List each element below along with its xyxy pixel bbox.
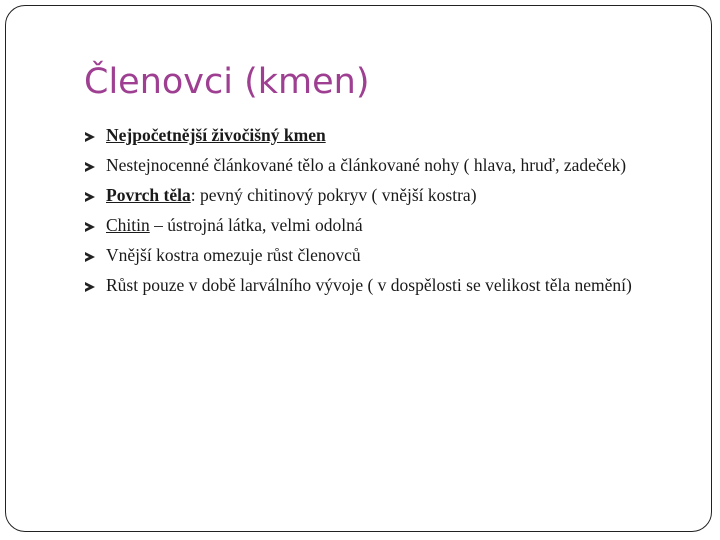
- bullet-list: [84, 124, 664, 304]
- arrow-bullet-icon: [85, 252, 95, 262]
- bullet-item: [84, 244, 664, 266]
- bullet-text: – ústrojná látka, velmi odolná: [149, 215, 363, 235]
- arrow-bullet-icon: [85, 282, 95, 292]
- bullet-item: [84, 184, 664, 206]
- arrow-bullet-icon: [85, 132, 95, 142]
- bullet-item: [84, 214, 664, 236]
- bullet-text: Vnější kostra omezuje růst členovců: [106, 245, 361, 265]
- bullet-text: Nejpočetnější živočišný kmen: [106, 125, 326, 145]
- bullet-item: [84, 274, 664, 296]
- arrow-bullet-icon: [85, 162, 95, 172]
- bullet-term: Povrch těla: [106, 185, 191, 205]
- bullet-text: Nestejnocenné článkované tělo a článkované nohy ( hlava, hruď, zadeček): [106, 155, 627, 175]
- bullet-item: [84, 124, 664, 146]
- slide: [5, 5, 712, 532]
- arrow-bullet-icon: [85, 222, 95, 232]
- bullet-text: : pevný chitinový pokryv ( vnější kostra): [190, 185, 477, 205]
- bullet-item: [84, 154, 664, 176]
- slide-title: Členovci (kmen): [84, 62, 370, 102]
- bullet-text: Růst pouze v době larválního vývoje ( v dospělosti se velikost těla nemění): [106, 275, 632, 295]
- bullet-term: Chitin: [106, 215, 150, 235]
- arrow-bullet-icon: [85, 192, 95, 202]
